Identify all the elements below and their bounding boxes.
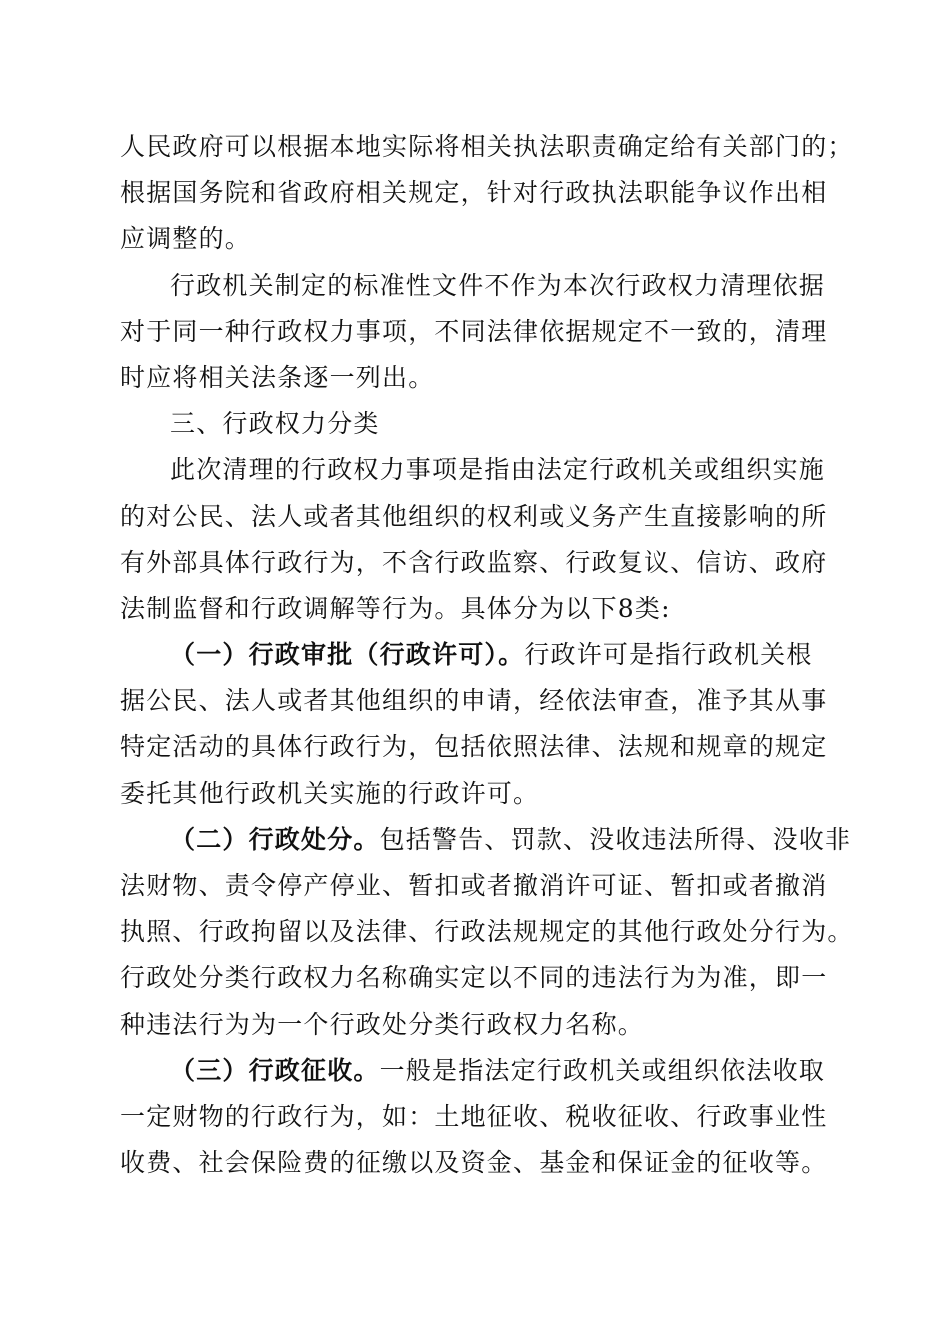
paragraph-line: 应调整的。 <box>120 224 252 254</box>
paragraph-line: 人民政府可以根据本地实际将相关执法职责确定给有关部门的； <box>120 132 854 161</box>
paragraph-line: 根据国务院和省政府相关规定，针对行政执法职能争议作出相 <box>120 178 828 208</box>
paragraph-line: 行政处分类行政权力名称确实定以不同的违法行为为准，即一 <box>120 963 828 993</box>
subsection-line <box>120 817 852 863</box>
subsection-text: 行政许可是指行政机关根 <box>524 640 813 670</box>
paragraph-line: 此次清理的行政权力事项是指由法定行政机关或组织实施 <box>170 455 826 485</box>
section-heading: 三、行政权力分类 <box>170 409 380 439</box>
paragraph-line: 行政机关制定的标准性文件不作为本次行政权力清理依据 <box>170 270 826 300</box>
subsection-text: 包括警告、罚款、没收违法所得、没收非 <box>379 824 852 854</box>
paragraph-line: 一定财物的行政行为，如：土地征收、税收征收、行政事业性 <box>120 1101 828 1131</box>
paragraph-line: 种违法行为为一个行政处分类行政权力名称。 <box>120 1009 645 1039</box>
paragraph-line: 时应将相关法条逐一列出。 <box>120 362 435 392</box>
subsection-title: （二）行政处分。 <box>170 824 380 854</box>
paragraph-line: 特定活动的具体行政行为，包括依照法律、法规和规章的规定 <box>120 732 828 762</box>
paragraph-line: 法制监督和行政调解等行为。具体分为以下8类: <box>120 593 671 623</box>
document-body <box>120 124 854 1186</box>
paragraph-line: 执照、行政拘留以及法律、行政法规规定的其他行政处分行为。 <box>120 917 854 947</box>
subsection-line <box>120 632 840 678</box>
paragraph-line: 据公民、法人或者其他组织的申请，经依法审查，准予其从事 <box>120 686 828 716</box>
subsection-line <box>120 1048 840 1094</box>
paragraph-line: 对于同一种行政权力事项，不同法律依据规定不一致的，清理 <box>120 316 828 346</box>
paragraph-line: 委托其他行政机关实施的行政许可。 <box>120 778 540 808</box>
paragraph-line: 的对公民、法人或者其他组织的权利或义务产生直接影响的所 <box>120 501 828 531</box>
paragraph-line: 收费、社会保险费的征缴以及资金、基金和保证金的征收等。 <box>120 1148 828 1178</box>
subsection-title: （一）行政审批（行政许可）。 <box>170 640 525 670</box>
subsection-text: 一般是指法定行政机关或组织依法收取 <box>379 1055 826 1085</box>
subsection-title: （三）行政征收。 <box>170 1055 380 1085</box>
paragraph-line: 有外部具体行政行为，不含行政监察、行政复议、信访、政府 <box>120 547 828 577</box>
paragraph-line: 法财物、责令停产停业、暂扣或者撤消许可证、暂扣或者撤消 <box>120 871 828 900</box>
